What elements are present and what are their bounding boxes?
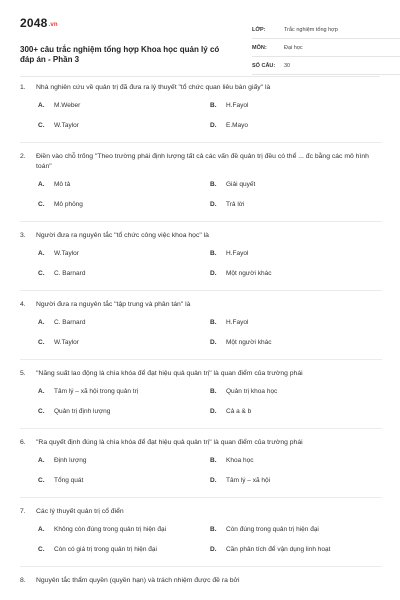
answer-option[interactable] bbox=[210, 121, 382, 141]
document-header bbox=[20, 12, 380, 70]
option-text: C. Barnard bbox=[54, 319, 86, 326]
option-row bbox=[38, 338, 382, 358]
question-body: "Năng suất lao động là chìa khóa để đạt hiệu quả quản trị" là quan điểm của trường phái bbox=[36, 370, 303, 377]
question-text bbox=[20, 83, 382, 93]
meta-label: SỐ CÂU: bbox=[252, 63, 276, 69]
answer-option[interactable] bbox=[38, 101, 210, 121]
option-row bbox=[38, 476, 382, 496]
option-key: A. bbox=[38, 526, 45, 533]
answer-option[interactable] bbox=[38, 338, 210, 358]
option-text: Một người khác bbox=[226, 270, 272, 277]
option-row bbox=[38, 249, 382, 269]
logo-text: 2048 bbox=[20, 16, 48, 30]
answer-option[interactable] bbox=[38, 545, 210, 565]
question-item bbox=[20, 366, 382, 429]
question-text bbox=[20, 507, 382, 517]
option-text: Không còn đúng trong quản trị hiện đại bbox=[54, 526, 167, 533]
option-text: M.Weber bbox=[54, 102, 81, 109]
answer-option[interactable] bbox=[38, 525, 210, 545]
question-text bbox=[20, 369, 382, 379]
option-key: D. bbox=[210, 477, 217, 484]
question-divider bbox=[20, 142, 382, 143]
site-logo[interactable] bbox=[20, 16, 58, 30]
question-number: 7. bbox=[20, 508, 26, 515]
option-row bbox=[38, 269, 382, 289]
meta-value: 30 bbox=[284, 63, 291, 69]
meta-subject bbox=[252, 42, 400, 57]
option-text: W.Taylor bbox=[54, 339, 79, 346]
option-key: B. bbox=[210, 319, 217, 326]
question-item bbox=[20, 435, 382, 498]
question-text bbox=[20, 300, 382, 310]
question-item bbox=[20, 228, 382, 291]
question-body: Nhà nghiên cứu về quản trị đã đưa ra lý thuyết "tổ chức quan liêu bàn giấy" là bbox=[36, 84, 271, 91]
question-number: 4. bbox=[20, 301, 26, 308]
question-number: 1. bbox=[20, 84, 26, 91]
question-body: Người đưa ra nguyên tắc "tập trung và phân tán" là bbox=[36, 301, 191, 308]
option-key: C. bbox=[38, 477, 45, 484]
option-text: Mô phỏng bbox=[54, 201, 83, 208]
option-row bbox=[38, 101, 382, 121]
option-key: C. bbox=[38, 408, 45, 415]
answer-option[interactable] bbox=[38, 121, 210, 141]
question-list bbox=[20, 80, 382, 586]
option-text: Quản trị định lượng bbox=[54, 408, 111, 415]
option-key: D. bbox=[210, 270, 217, 277]
answer-option[interactable] bbox=[38, 249, 210, 269]
answer-options bbox=[38, 387, 382, 427]
answer-options bbox=[38, 101, 382, 141]
option-text: Trả lời bbox=[226, 201, 245, 208]
question-divider bbox=[20, 428, 382, 429]
answer-option[interactable] bbox=[210, 200, 382, 220]
question-body: Nguyên tắc thẩm quyền (quyền hạn) và trách nhiệm được đề ra bởi bbox=[36, 577, 240, 584]
option-text: Còn đúng trong quản trị hiện đại bbox=[226, 526, 319, 533]
answer-option[interactable] bbox=[210, 318, 382, 338]
option-key: D. bbox=[210, 546, 217, 553]
question-item bbox=[20, 80, 382, 143]
option-text: Cả a & b bbox=[226, 408, 252, 415]
question-item bbox=[20, 504, 382, 567]
question-item bbox=[20, 149, 382, 222]
question-divider bbox=[20, 290, 382, 291]
option-text: Tâm lý – xã hội bbox=[226, 477, 271, 484]
answer-option[interactable] bbox=[210, 249, 382, 269]
question-text bbox=[20, 231, 382, 241]
option-text: Còn có giá trị trong quản trị hiện đại bbox=[54, 546, 157, 553]
logo-suffix: .vn bbox=[48, 22, 58, 28]
answer-option[interactable] bbox=[38, 200, 210, 220]
question-number: 2. bbox=[20, 153, 26, 160]
option-row bbox=[38, 121, 382, 141]
option-key: B. bbox=[210, 526, 217, 533]
meta-label: MÔN: bbox=[252, 45, 267, 51]
answer-option[interactable] bbox=[210, 525, 382, 545]
option-text: Giải quyết bbox=[226, 181, 256, 188]
question-number: 3. bbox=[20, 232, 26, 239]
question-body: "Ra quyết định đúng là chìa khóa để đạt hiệu quả quản trị" là quan điểm của trường phái bbox=[36, 439, 303, 446]
option-text: C. Barnard bbox=[54, 270, 86, 277]
answer-option[interactable] bbox=[38, 456, 210, 476]
option-row bbox=[38, 407, 382, 427]
option-text: Cần phân tích để vận dụng linh hoạt bbox=[226, 546, 331, 553]
answer-option[interactable] bbox=[210, 407, 382, 427]
answer-option[interactable] bbox=[210, 476, 382, 496]
answer-option[interactable] bbox=[38, 269, 210, 289]
option-text: Khoa học bbox=[226, 457, 254, 464]
question-number: 6. bbox=[20, 439, 26, 446]
answer-option[interactable] bbox=[210, 387, 382, 407]
answer-options bbox=[38, 180, 382, 220]
option-text: Mô tả bbox=[54, 181, 71, 188]
option-key: B. bbox=[210, 181, 217, 188]
answer-options bbox=[38, 525, 382, 565]
question-text bbox=[20, 152, 382, 172]
question-number: 5. bbox=[20, 370, 26, 377]
option-text: H.Fayol bbox=[226, 319, 249, 326]
option-text: Quản trị khoa học bbox=[226, 388, 278, 395]
answer-option[interactable] bbox=[38, 318, 210, 338]
option-key: C. bbox=[38, 339, 45, 346]
option-text: Tổng quát bbox=[54, 477, 84, 484]
answer-option[interactable] bbox=[38, 407, 210, 427]
option-text: W.Taylor bbox=[54, 122, 79, 129]
question-divider bbox=[20, 359, 382, 360]
question-body: Điền vào chỗ trống "Theo trường phái định lượng tất cả các vấn đề quản trị đều có thể ... đc bằng các mô hình toán" bbox=[36, 153, 369, 170]
answer-option[interactable] bbox=[210, 456, 382, 476]
option-row bbox=[38, 525, 382, 545]
option-key: D. bbox=[210, 408, 217, 415]
option-row bbox=[38, 387, 382, 407]
option-row bbox=[38, 456, 382, 476]
answer-option[interactable] bbox=[210, 101, 382, 121]
option-key: C. bbox=[38, 546, 45, 553]
option-text: Định lượng bbox=[54, 457, 87, 464]
option-row bbox=[38, 318, 382, 338]
answer-option[interactable] bbox=[210, 338, 382, 358]
option-key: A. bbox=[38, 181, 45, 188]
option-key: C. bbox=[38, 122, 45, 129]
question-divider bbox=[20, 221, 382, 222]
option-key: B. bbox=[210, 457, 217, 464]
option-text: H.Fayol bbox=[226, 250, 249, 257]
option-key: D. bbox=[210, 201, 217, 208]
option-key: D. bbox=[210, 339, 217, 346]
question-divider bbox=[20, 497, 382, 498]
question-text bbox=[20, 438, 382, 448]
option-key: A. bbox=[38, 319, 45, 326]
question-body: Các lý thuyết quản trị cổ điển bbox=[36, 508, 124, 515]
meta-label: LỚP: bbox=[252, 27, 266, 33]
option-row bbox=[38, 545, 382, 565]
answer-option[interactable] bbox=[38, 180, 210, 200]
question-divider bbox=[20, 566, 382, 567]
option-key: D. bbox=[210, 122, 217, 129]
option-text: E.Mayo bbox=[226, 122, 249, 129]
question-body: Người đưa ra nguyên tắc "tổ chức công việc khoa học" là bbox=[36, 232, 209, 239]
answer-options bbox=[38, 249, 382, 289]
option-key: A. bbox=[38, 250, 45, 257]
answer-option[interactable] bbox=[38, 476, 210, 496]
answer-options bbox=[38, 456, 382, 496]
document-meta bbox=[252, 24, 400, 78]
option-key: C. bbox=[38, 270, 45, 277]
question-item bbox=[20, 297, 382, 360]
answer-option[interactable] bbox=[210, 269, 382, 289]
header-divider bbox=[20, 76, 380, 77]
option-text: W.Taylor bbox=[54, 250, 79, 257]
meta-count bbox=[252, 60, 400, 75]
meta-value: Đại học bbox=[284, 45, 303, 51]
question-item bbox=[20, 573, 382, 586]
option-key: A. bbox=[38, 388, 45, 395]
meta-class bbox=[252, 24, 400, 39]
question-text bbox=[20, 576, 382, 586]
answer-options bbox=[38, 318, 382, 358]
option-key: C. bbox=[38, 201, 45, 208]
option-key: B. bbox=[210, 102, 217, 109]
option-row bbox=[38, 180, 382, 200]
question-number: 8. bbox=[20, 577, 26, 584]
meta-value: Trắc nghiệm tổng hợp bbox=[284, 27, 338, 33]
option-key: A. bbox=[38, 457, 45, 464]
answer-option[interactable] bbox=[210, 180, 382, 200]
option-text: Tâm lý – xã hội trong quản trị bbox=[54, 388, 139, 395]
answer-option[interactable] bbox=[210, 545, 382, 565]
option-text: Một người khác bbox=[226, 339, 272, 346]
option-key: B. bbox=[210, 250, 217, 257]
option-key: A. bbox=[38, 102, 45, 109]
document-title: 300+ câu trắc nghiệm tổng hợp Khoa học quản lý có đáp án - Phần 3 bbox=[20, 45, 220, 64]
option-text: H.Fayol bbox=[226, 102, 249, 109]
option-row bbox=[38, 200, 382, 220]
option-key: B. bbox=[210, 388, 217, 395]
answer-option[interactable] bbox=[38, 387, 210, 407]
